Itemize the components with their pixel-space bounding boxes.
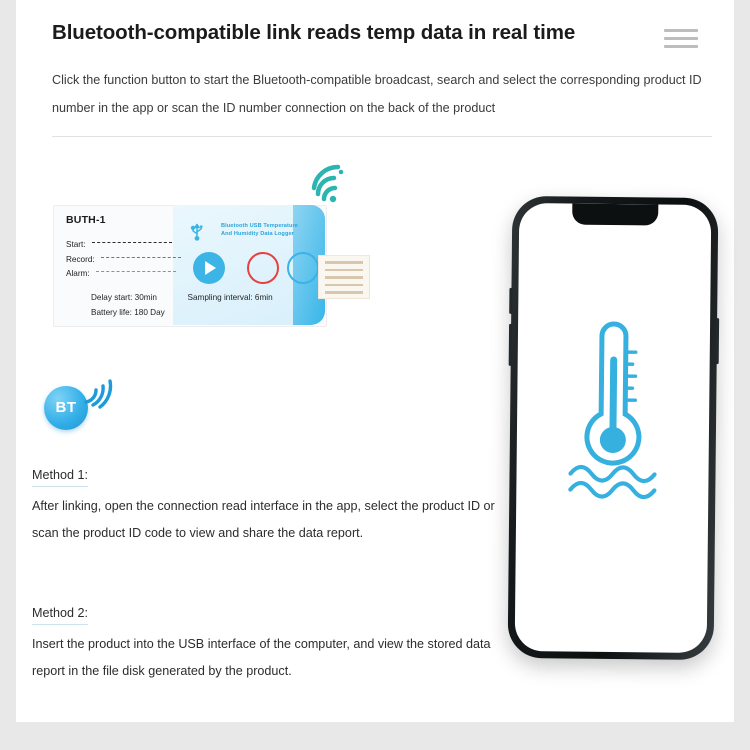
device-label-alarm: Alarm: (66, 269, 90, 278)
device-brand-line2: And Humidity Data Logger (221, 231, 294, 237)
phone-power-button (716, 318, 719, 364)
device-sampling-interval: Sampling interval: 6min (187, 293, 273, 302)
phone-screen (515, 203, 712, 653)
device-footer-specs (91, 290, 273, 320)
wifi-signal-icon (308, 164, 358, 210)
method-1-block (32, 466, 502, 547)
bluetooth-signal-icon (80, 376, 120, 410)
device-model-label: BUTH-1 (66, 214, 106, 226)
play-button-icon[interactable] (193, 252, 225, 284)
barcode-label-icon (318, 255, 370, 299)
method-1-body: After linking, open the connection read interface in the app, select the product ID or scan the product ID code to view and share the data report. (32, 499, 495, 540)
device-brand-line1: Bluetooth USB Temperature (221, 223, 298, 229)
record-ring-icon[interactable] (247, 252, 279, 284)
phone-notch (572, 204, 658, 226)
header-divider (52, 136, 712, 137)
bluetooth-label: BT (55, 399, 77, 416)
usb-icon (186, 220, 208, 242)
thermometer-water-icon (554, 315, 672, 506)
phone-mute-switch (509, 288, 512, 314)
method-2-body: Insert the product into the USB interface of the computer, and view the stored data report in the file disk generated by the product. (32, 637, 491, 678)
device-label-record: Record: (66, 254, 95, 264)
bottom-bar (0, 722, 750, 750)
bluetooth-badge (30, 370, 140, 440)
content-card (16, 0, 734, 722)
phone-volume-buttons (509, 324, 512, 366)
method-2-block (32, 604, 502, 685)
page-title: Bluetooth-compatible link reads temp data in real time (52, 21, 576, 44)
device-illustration (36, 160, 376, 360)
status-ring-icon[interactable] (287, 252, 319, 284)
device-brand-text (221, 222, 298, 238)
page-subtitle: Click the function button to start the Bluetooth-compatible broadcast, search and select the corresponding product ID number in the app or scan the ID number connection on the back of the product (52, 73, 702, 115)
smartphone-mockup (508, 196, 719, 660)
method-2-label: Method 2: (32, 606, 88, 625)
hamburger-icon[interactable] (664, 29, 698, 49)
device-battery-life: Battery life: 180 Day (91, 308, 165, 317)
device-delay-start: Delay start: 30min (91, 293, 157, 302)
method-1-label: Method 1: (32, 468, 88, 487)
device-status-labels (66, 238, 181, 282)
device-label-start: Start: (66, 240, 86, 249)
header (52, 18, 698, 48)
